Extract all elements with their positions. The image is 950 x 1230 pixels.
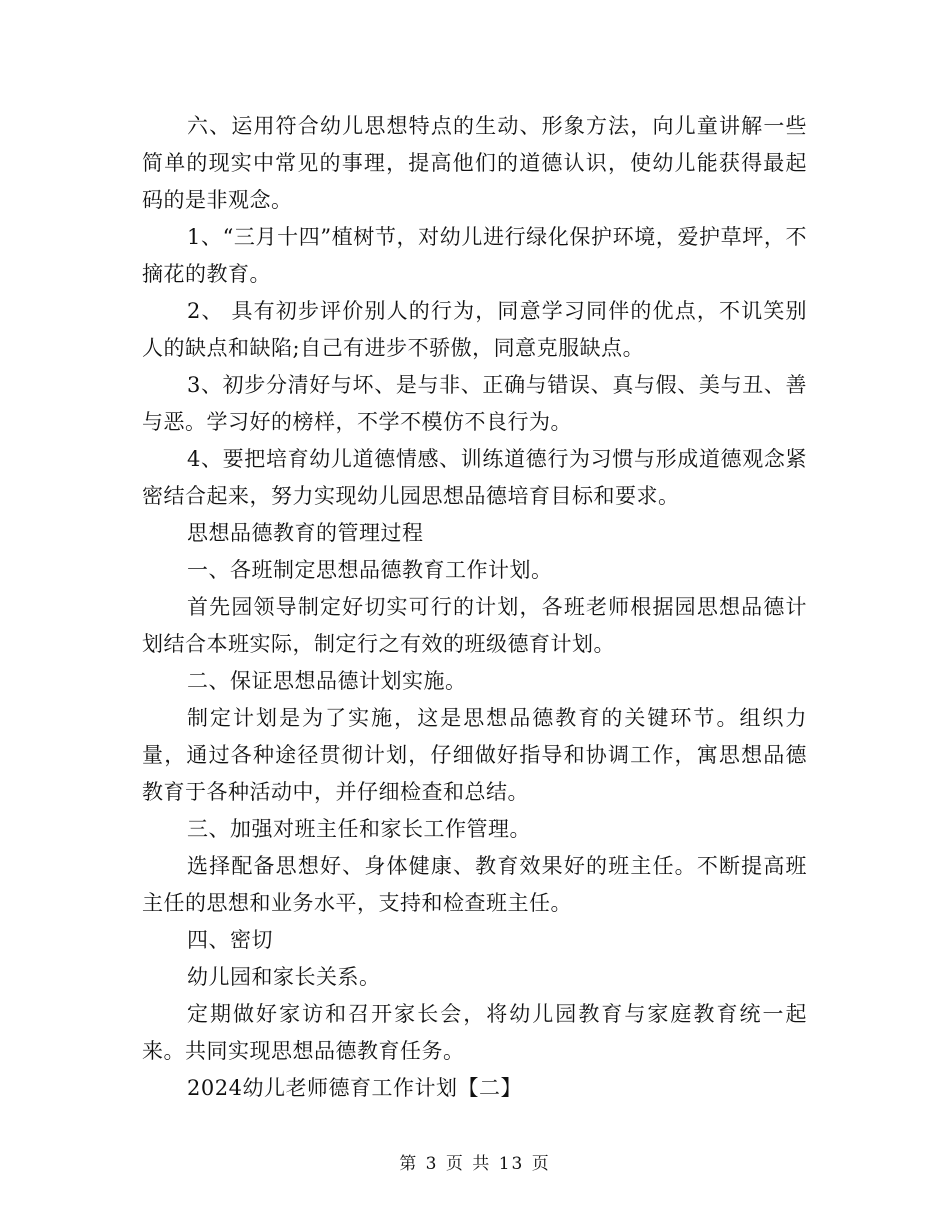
- paragraph-item-1: 1、“三月十四”植树节，对幼儿进行绿化保护环境，爱护草坪，不摘花的教育。: [142, 225, 807, 286]
- heading-step-two: 二、保证思想品德计划实施。: [187, 669, 467, 693]
- document-body: [142, 108, 807, 1107]
- paragraph-step-two: 制定计划是为了实施，这是思想品德教育的关键环节。组织力量，通过各种途径贯彻计划，仔细做好指导和协调工作，寓思想品德教育于各种活动中，并仔细检查和总结。: [142, 706, 807, 804]
- heading-step-one: 一、各班制定思想品德教育工作计划。: [187, 558, 553, 582]
- paragraph-item-4: 4、要把培育幼儿道德情感、训练道德行为习惯与形成道德观念紧密结合起来，努力实现幼儿园思想品德培育目标和要求。: [142, 447, 807, 508]
- section-heading-management: 思想品德教育的管理过程: [187, 521, 424, 545]
- paragraph-section-six: 六、运用符合幼儿思想特点的生动、形象方法，向儿童讲解一些简单的现实中常见的事理，提高他们的道德认识，使幼儿能获得最起码的是非观念。: [142, 114, 807, 212]
- paragraph-step-one: 首先园领导制定好切实可行的计划，各班老师根据园思想品德计划结合本班实际，制定行之有效的班级德育计划。: [142, 595, 807, 656]
- paragraph-step-four: 定期做好家访和召开家长会，将幼儿园教育与家庭教育统一起来。共同实现思想品德教育任务。: [142, 1002, 807, 1063]
- page-number-footer: 第 3 页 共 13 页: [399, 1154, 551, 1174]
- heading-step-three: 三、加强对班主任和家长工作管理。: [187, 817, 531, 841]
- paragraph-step-four-title: 幼儿园和家长关系。: [187, 965, 381, 989]
- next-section-title: 2024幼儿老师德育工作计划【二】: [187, 1076, 522, 1100]
- paragraph-item-3: 3、初步分清好与坏、是与非、正确与错误、真与假、美与丑、善与恶。学习好的榜样，不学不模仿不良行为。: [142, 373, 807, 434]
- heading-step-four: 四、密切: [187, 928, 273, 952]
- paragraph-step-three: 选择配备思想好、身体健康、教育效果好的班主任。不断提高班主任的思想和业务水平，支持和检查班主任。: [142, 854, 807, 915]
- paragraph-item-2: 2、 具有初步评价别人的行为，同意学习同伴的优点，不讥笑别人的缺点和缺陷;自己有进步不骄傲，同意克服缺点。: [142, 299, 807, 360]
